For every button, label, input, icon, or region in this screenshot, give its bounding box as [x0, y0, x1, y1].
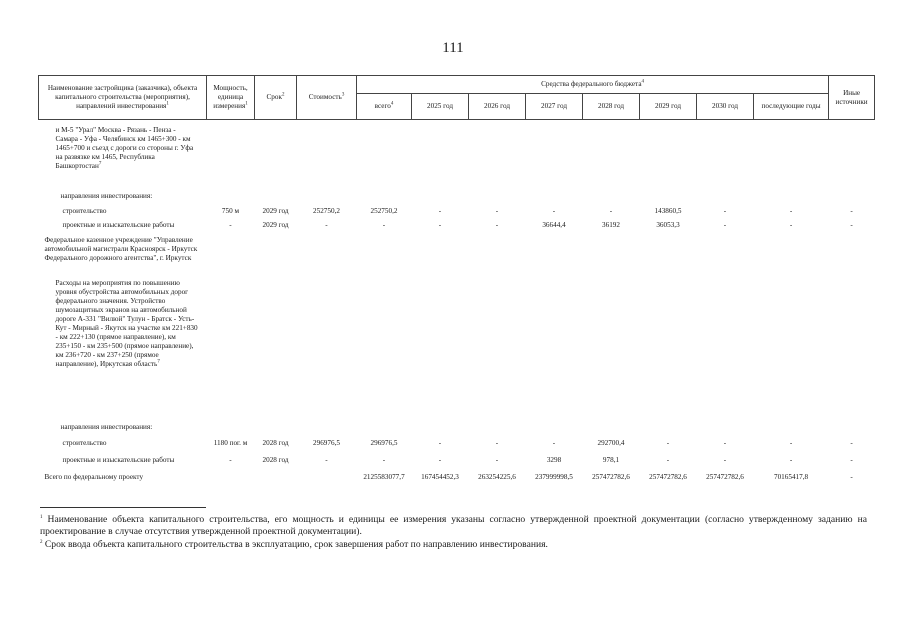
- cell-2029: -: [666, 455, 670, 464]
- header-capacity: Мощность, единица измерения$^1$: [207, 76, 255, 120]
- table-header: [39, 76, 875, 120]
- object-name: и М-5 "Урал" Москва - Рязань - Пенза - Самара - Уфа - Челябинск км 1465+300 - км 1465+700 и съезд с дороги со стороны г. Уфа на развязке км 1465, Республика Башкортостан$^7$: [55, 125, 194, 170]
- cell-capacity: 1180 пог. м: [213, 438, 248, 447]
- cell-other: -: [850, 455, 853, 464]
- cell-2028: 257472782,6: [592, 472, 630, 481]
- cell-2030: 257472782,6: [706, 472, 744, 481]
- cell-2028: 292700,4: [597, 438, 625, 447]
- table-row: [39, 192, 875, 207]
- header-year: 2028 год: [583, 94, 640, 120]
- row-name: строительство: [62, 206, 107, 215]
- footnotes: [40, 514, 867, 551]
- cell-2028: 978,1: [602, 455, 620, 464]
- cell-2029: 257472782,6: [649, 472, 687, 481]
- cell-2025: -: [438, 455, 442, 464]
- header-name: Наименование застройщика (заказчика), объекта капитального строительства (мероприятия), направлений инвестирования$^1$: [39, 76, 207, 120]
- cell-other: -: [850, 206, 853, 215]
- cell-total: 296976,5: [370, 438, 398, 447]
- cell-cost: -: [325, 455, 328, 464]
- cell-2028: -: [609, 206, 613, 215]
- cell-capacity: -: [229, 455, 232, 464]
- cell-2026: -: [495, 206, 499, 215]
- cell-later: -: [789, 206, 793, 215]
- cell-other: -: [850, 220, 853, 229]
- cell-2029: 36053,3: [656, 220, 680, 229]
- row-name: проектные и изыскательские работы: [62, 455, 175, 464]
- cell-later: 70165417,8: [773, 472, 809, 481]
- table-row: [39, 126, 875, 192]
- cell-2025: -: [438, 206, 442, 215]
- cell-term: 2028 год: [262, 438, 289, 447]
- cell-capacity: [207, 473, 255, 485]
- total-label: Всего по федеральному проекту: [44, 472, 144, 481]
- table-body: [39, 120, 875, 485]
- header-total: всего$^4$: [357, 94, 412, 120]
- header-year: 2027 год: [526, 94, 583, 120]
- table-row: [39, 236, 875, 279]
- cell-2026: -: [495, 220, 499, 229]
- cell-term: 2029 год: [262, 220, 289, 229]
- cell-2030: -: [723, 455, 727, 464]
- cell-other: -: [850, 438, 853, 447]
- table-row: [39, 423, 875, 439]
- table-row: [39, 439, 875, 456]
- cell-term: [255, 473, 297, 485]
- cell-cost: [297, 473, 357, 485]
- header-year: 2030 год: [697, 94, 754, 120]
- cell-cost: -: [325, 220, 328, 229]
- cell-2025: 167454452,3: [421, 472, 459, 481]
- cell-term: 2029 год: [262, 206, 289, 215]
- cell-2027: 3298: [546, 455, 562, 464]
- object-name: Расходы на мероприятия по повышению уровня обустройства автомобильных дорог федерального значения. Устройство шумозащитных экранов на автомобильной дороге А-331 "Вилюй" Тулун - Братск - Усть-Кут - Мирный - Якутск на участке км 221+830 - км 222+130 (прямое направление), км 235+150 - км 235+500 (прямое направление), км 236+720 - км 237+250 (прямое направление), Иркутская область$^7$: [55, 278, 198, 368]
- cell-2025: -: [438, 438, 442, 447]
- table-row: [39, 207, 875, 221]
- cell-total: -: [382, 220, 386, 229]
- cell-capacity: 750 м: [221, 206, 240, 215]
- organization-name: Федеральное казенное учреждение "Управление автомобильной магистрали Красноярск - Иркутск Федерального дорожного агентства", г. Иркутск: [44, 235, 198, 262]
- cell-2030: -: [723, 220, 727, 229]
- cell-2026: -: [495, 455, 499, 464]
- header-cost: Стоимость$^3$: [297, 76, 357, 120]
- table-row: [39, 279, 875, 423]
- header-federal-budget: Средства федерального бюджета$^4$: [357, 76, 829, 94]
- footnote: $^2$ Срок ввода объекта капитального строительства в эксплуатацию, срок завершения работ по направлению инвестирования.: [40, 538, 548, 550]
- cell-2028: 36192: [602, 220, 620, 229]
- cell-2029: 143860,5: [654, 206, 682, 215]
- cell-total: 2125583077,7: [363, 472, 405, 481]
- total-row: [39, 473, 875, 485]
- cell-total: -: [382, 455, 386, 464]
- investment-table: [38, 75, 875, 485]
- header-year: 2026 год: [469, 94, 526, 120]
- cell-2027: -: [552, 438, 556, 447]
- cell-cost: 252750,2: [313, 206, 340, 215]
- header-year: 2025 год: [412, 94, 469, 120]
- cell-2029: -: [666, 438, 670, 447]
- table-row: [39, 456, 875, 473]
- cell-2027: -: [552, 206, 556, 215]
- header-term: Срок$^2$: [255, 76, 297, 120]
- header-subsequent: последующие годы: [754, 94, 829, 120]
- row-name: строительство: [62, 438, 107, 447]
- cell-2026: -: [495, 438, 499, 447]
- page-number: 111: [442, 40, 464, 56]
- cell-2030: -: [723, 438, 727, 447]
- cell-2025: -: [438, 220, 442, 229]
- cell-2027: 36644,4: [542, 220, 566, 229]
- cell-term: 2028 год: [262, 455, 289, 464]
- cell-total: 252750,2: [370, 206, 398, 215]
- cell-cost: 296976,5: [313, 438, 340, 447]
- header-year: 2029 год: [640, 94, 697, 120]
- cell-other: -: [850, 472, 853, 481]
- header-other: Иные источники: [829, 76, 875, 120]
- cell-later: -: [789, 455, 793, 464]
- row-name: проектные и изыскательские работы: [62, 220, 175, 229]
- cell-later: -: [789, 438, 793, 447]
- table-row: [39, 221, 875, 236]
- cell-later: -: [789, 220, 793, 229]
- direction-label: направления инвестирования:: [60, 191, 153, 200]
- cell-2030: -: [723, 206, 727, 215]
- footnote-divider: [40, 507, 206, 508]
- cell-2027: 237999998,5: [535, 472, 573, 481]
- footnote: $^1$ Наименование объекта капитального строительства, его мощность и единицы ее измерения указаны согласно утвержденной проектной документации (согласно утвержденному заданию на проектирование в случае отсутствия утвержденной проектной документации).: [40, 514, 867, 538]
- cell-2026: 263254225,6: [478, 472, 516, 481]
- direction-label: направления инвестирования:: [60, 422, 153, 431]
- cell-capacity: -: [229, 220, 232, 229]
